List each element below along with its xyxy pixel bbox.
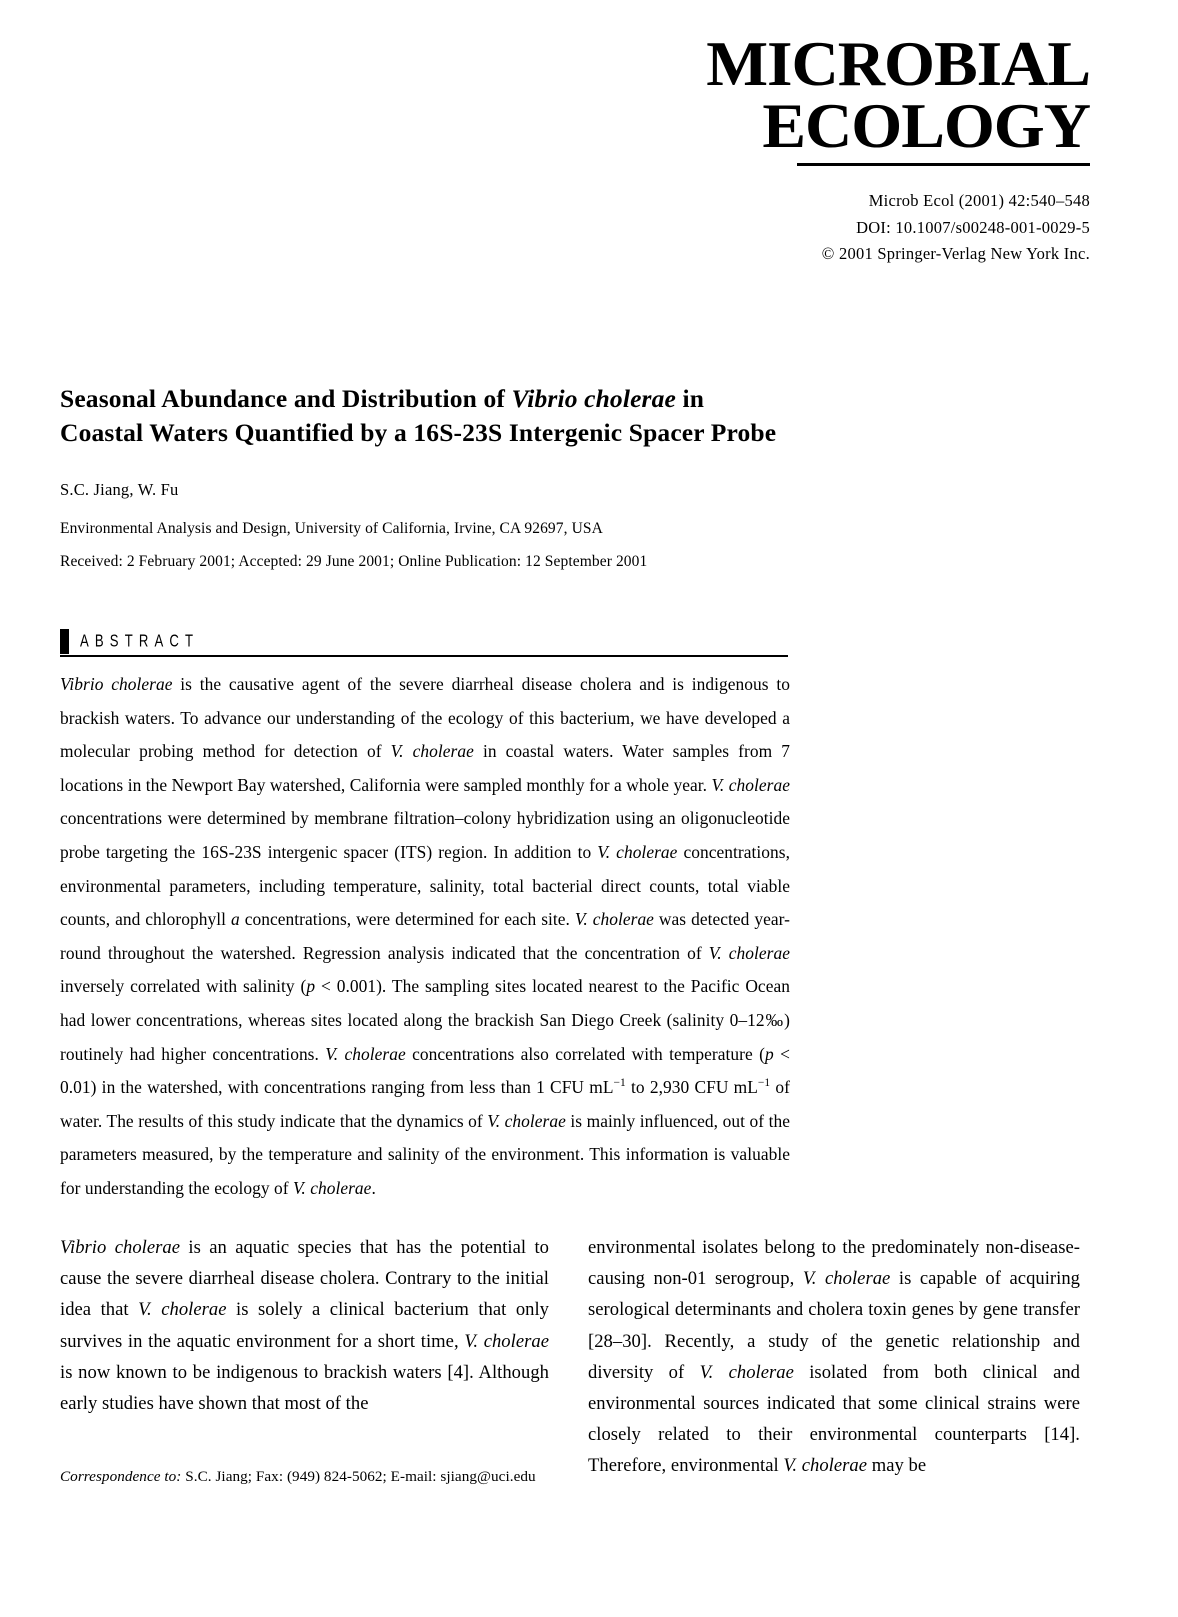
- abstract-span: V. cholerae: [325, 1043, 406, 1064]
- abstract-span: < 0.001). The sampling sites located nearest to the Pacific Ocean had lower concentrations, whereas sites located along the brackish San Diego Creek (salinity 0–12‰) routinely had higher concentrations.: [60, 976, 790, 1064]
- body-span: V. cholerae: [699, 1361, 794, 1383]
- title-segment: in: [675, 384, 705, 413]
- abstract-span: concentrations also correlated with temperature (: [405, 1043, 765, 1064]
- journal-copyright: © 2001 Springer-Verlag New York Inc.: [821, 244, 1090, 264]
- abstract-span: concentrations, were determined for each site.: [239, 909, 575, 930]
- body-span: is an aquatic species that has the potential to cause the severe diarrheal disease cholera. Contrary to the initial idea that: [60, 1237, 549, 1321]
- title-species-italic: Vibrio cholerae: [511, 384, 676, 413]
- abstract-span: Vibrio cholerae: [60, 674, 173, 694]
- correspondence-text: S.C. Jiang; Fax: (949) 824-5062; E-mail: sjiang@uci.edu: [181, 1468, 536, 1485]
- affiliation: Environmental Analysis and Design, University of California, Irvine, CA 92697, USA: [60, 520, 603, 537]
- abstract-span: V. cholerae: [711, 774, 790, 795]
- journal-metadata: [0, 188, 1090, 268]
- abstract-span: V. cholerae: [574, 909, 654, 930]
- abstract-span: V. cholerae: [708, 942, 790, 963]
- abstract-span: was detected year-round throughout the watershed. Regression analysis indicated that the concentration of: [60, 909, 791, 963]
- abstract-span: a: [230, 909, 240, 930]
- abstract-span: V. cholerae: [390, 741, 474, 762]
- masthead-rule: [797, 163, 1090, 166]
- abstract-span: in coastal waters. Water samples from 7 locations in the Newport Bay watershed, California were sampled monthly for a whole year.: [60, 741, 790, 795]
- journal-masthead: [0, 0, 1090, 166]
- abstract-span: is mainly influenced, out of the parameters measured, by the temperature and salinity of the environment. This information is valuable for understanding the ecology of: [60, 1110, 790, 1198]
- body-column-left: [60, 1232, 549, 1419]
- body-span: V. cholerae: [802, 1268, 891, 1290]
- abstract-heading: [60, 628, 788, 658]
- body-span: may be: [867, 1455, 927, 1477]
- journal-doi: DOI: 10.1007/s00248-001-0029-5: [856, 217, 1090, 237]
- abstract-span: p: [306, 976, 316, 997]
- abstract-superscript: −1: [757, 1077, 771, 1090]
- correspondence-label: Correspondence to:: [60, 1468, 182, 1485]
- abstract-span: p: [765, 1043, 774, 1064]
- abstract-span: V. cholerae: [487, 1110, 566, 1131]
- abstract-span: < 0.01) in the watershed, with concentrations ranging from less than 1 CFU mL: [60, 1043, 790, 1098]
- title-line-2: Coastal Waters Quantified by a 16S-23S Intergenic Spacer Probe: [60, 417, 777, 447]
- masthead-line-ecology: ECOLOGY: [762, 90, 1090, 161]
- author-list: S.C. Jiang, W. Fu: [60, 480, 179, 499]
- body-span: V. cholerae: [138, 1299, 227, 1321]
- body-span: V. cholerae: [783, 1455, 868, 1477]
- abstract-span: of water. The results of this study indicate that the dynamics of: [60, 1077, 791, 1131]
- body-column-right: [588, 1232, 1080, 1482]
- abstract-span: inversely correlated with salinity (: [60, 976, 307, 997]
- body-span: Vibrio cholerae: [60, 1237, 181, 1258]
- publication-history: Received: 2 February 2001; Accepted: 29 June 2001; Online Publication: 12 September 2001: [60, 553, 648, 570]
- abstract-span: concentrations were determined by membrane filtration–colony hybridization using an oligonucleotide probe targeting the 16S-23S intergenic spacer (ITS) region. In addition to: [60, 808, 790, 862]
- abstract-span: to 2,930 CFU mL: [625, 1077, 758, 1098]
- title-segment: Seasonal Abundance and Distribution of: [60, 384, 512, 413]
- masthead-line-microbial: MICROBIAL: [706, 29, 1090, 99]
- abstract-text: [60, 668, 790, 1206]
- body-span: V. cholerae: [464, 1330, 549, 1352]
- abstract-bar-marker: [60, 629, 69, 654]
- abstract-span: .: [371, 1177, 376, 1198]
- body-span: environmental isolates belong to the predominately non-disease-causing non-01 serogroup,: [588, 1237, 1080, 1290]
- page-title: [60, 382, 800, 449]
- body-span: is now known to be indigenous to brackish waters [4]. Although early studies have shown that most of the: [60, 1361, 549, 1415]
- body-span: is capable of acquiring serological determinants and cholera toxin genes by gene transfer [28–30]. Recently, a study of the genetic relationship and diversity of: [588, 1268, 1080, 1383]
- correspondence-footnote: [60, 1466, 560, 1489]
- body-span: isolated from both clinical and environmental sources indicated that some clinical strains were closely related to their environmental counterparts [14]. Therefore, environmental: [588, 1361, 1081, 1477]
- article-title-block: [60, 382, 800, 449]
- abstract-span: concentrations, environmental parameters, including temperature, salinity, total bacterial direct counts, total viable counts, and chlorophyll: [60, 841, 790, 930]
- journal-citation: Microb Ecol (2001) 42:540–548: [868, 191, 1090, 210]
- abstract-label: ABSTRACT: [80, 632, 200, 652]
- abstract-rule: [60, 655, 788, 657]
- abstract-span: V. cholerae: [597, 841, 678, 862]
- abstract-superscript: −1: [613, 1077, 626, 1090]
- abstract-span: V. cholerae: [292, 1177, 372, 1198]
- abstract-span: is the causative agent of the severe diarrheal disease cholera and is indigenous to brackish waters. To advance our understanding of the ecology of this bacterium, we have developed a molecular probing method for detection of: [60, 674, 791, 762]
- body-span: is solely a clinical bacterium that only survives in the aquatic environment for a short time,: [60, 1299, 549, 1352]
